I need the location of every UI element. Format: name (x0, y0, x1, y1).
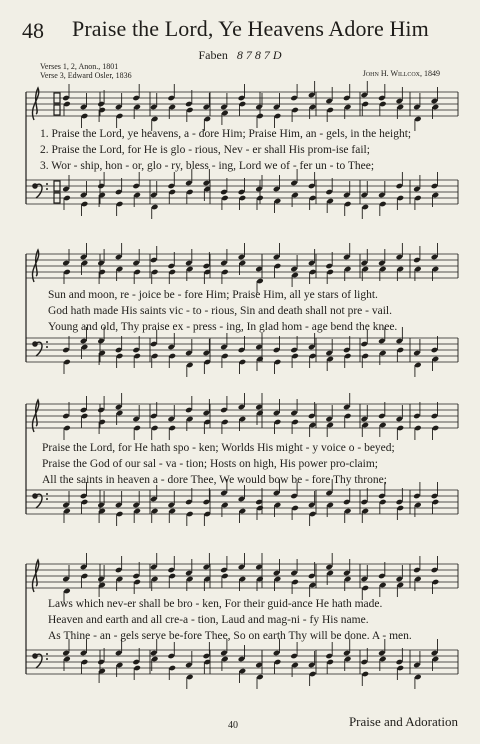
bass-clef-dot-icon (46, 183, 48, 185)
bass-clef-dot-icon (46, 498, 48, 500)
bass-clef-dot-icon (46, 658, 48, 660)
lyric-line-1-1: 1. Praise the Lord, ye heavens, a - dore Him; Praise Him, an - gels, in the height; (40, 128, 412, 140)
lyric-line-4-3: As Thine - an - gels serve be-fore Thee, So on earth Thy will be done. A - men. (48, 630, 412, 642)
lyric-line-4-2: Heaven and earth and all cre-a - tion, Laud and mag-ni - fy His name. (48, 614, 369, 626)
lyric-line-4-1: Laws which nev-er shall be bro - ken, For their guid-ance He hath made. (48, 598, 383, 610)
bass-clef-dot-icon (46, 346, 48, 348)
text-credit-line-1: Verses 1, 2, Anon., 1801 (40, 62, 119, 71)
page-number: 40 (228, 720, 238, 731)
tune-meter: 8 7 8 7 D (236, 48, 282, 62)
bass-clef-dot-icon (46, 341, 48, 343)
bass-clef-dot-icon (46, 653, 48, 655)
tune-name: Faben (198, 48, 228, 62)
lyric-line-3-2: Praise the God of our sal - va - tion; Hosts on high, His power pro-claim; (42, 458, 378, 470)
lyric-line-2-2: God hath made His saints vic - to - rious, Sin and death shall not pre - vail. (48, 305, 392, 317)
text-credit-line-2: Verse 3, Edward Osler, 1836 (40, 71, 132, 80)
music-credit: John H. Willcox, 1849 (362, 69, 440, 78)
lyric-line-2-3: Young and old, Thy praise ex - press - ing, In glad hom - age bend the knee. (48, 321, 398, 333)
lyric-line-1-3: 3. Wor - ship, hon - or, glo - ry, bless - ing, Lord we of - fer un - to Thee; (40, 160, 375, 172)
lyric-line-3-3: All the saints in heaven a - dore Thee, We would bow be - fore Thy throne; (42, 474, 387, 486)
lyric-line-3-1: Praise the Lord, for He hath spo - ken; Worlds His might - y voice o - beyed; (42, 442, 395, 454)
lyric-line-2-1: Sun and moon, re - joice be - fore Him; Praise Him, all ye stars of light. (48, 289, 378, 301)
hymn-number: 48 (22, 18, 44, 43)
bass-clef-dot-icon (46, 188, 48, 190)
hymn-title: Praise the Lord, Ye Heavens Adore Him (72, 16, 429, 41)
lyric-line-1-2: 2. Praise the Lord, for He is glo - rious, Nev - er shall His prom-ise fail; (40, 144, 370, 156)
section-title: Praise and Adoration (348, 714, 458, 729)
bass-clef-dot-icon (46, 493, 48, 495)
